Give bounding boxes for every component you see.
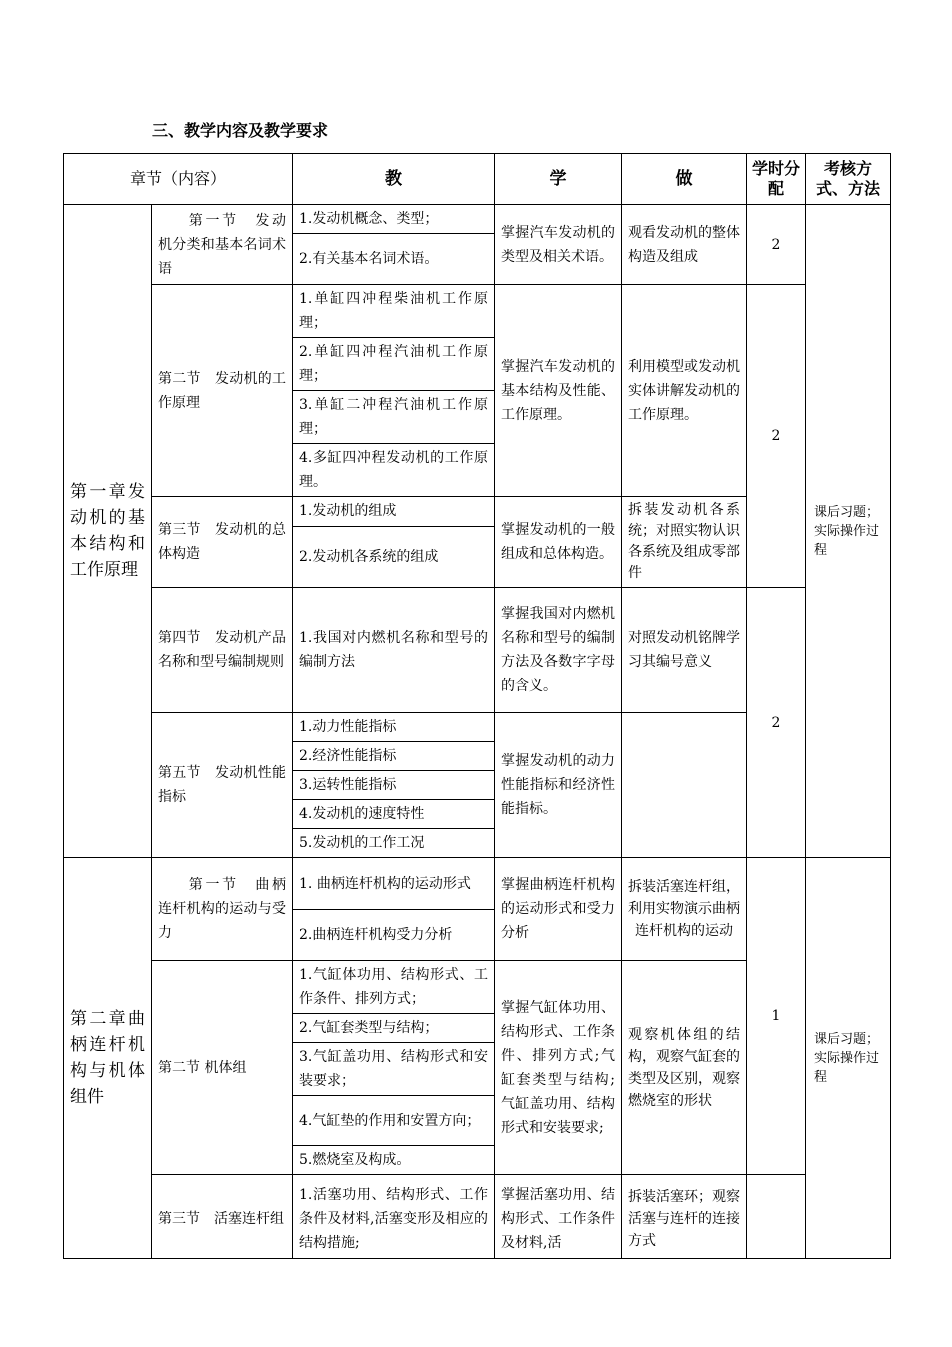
teach-item: 2.有关基本名词术语。 — [293, 234, 494, 284]
section-name: 第四节 发动机产品名称和型号编制规则 — [152, 588, 293, 713]
teach-item: 1. 曲柄连杆机构的运动形式 — [299, 875, 471, 892]
teach-cell — [293, 205, 495, 285]
section-name: 第二节 发动机的工作原理 — [152, 285, 293, 497]
hours-cell — [747, 1175, 806, 1259]
chapter-title: 第一章发动机的基本结构和工作原理 — [64, 205, 152, 858]
section-name: 第一节 曲柄连杆机构的运动与受力 — [152, 858, 293, 961]
do-cell: 观察机体组的结构，观察气缸套的类型及区别，观察燃烧室的形状 — [622, 961, 747, 1175]
teach-item: 2.单缸四冲程汽油机工作原理； — [293, 338, 494, 391]
teach-item: 1.单缸四冲程柴油机工作原理； — [299, 291, 489, 331]
teach-cell: 1.活塞功用、结构形式、工作条件及材料,活塞变形及相应的结构措施; — [293, 1175, 495, 1259]
teach-item: 3.单缸二冲程汽油机工作原理； — [293, 391, 494, 444]
teach-item: 4.发动机的速度特性 — [293, 800, 494, 829]
do-cell: 观看发动机的整体构造及组成 — [622, 205, 747, 285]
header-hours: 学时分配 — [747, 154, 806, 205]
section-name: 第二节 机体组 — [152, 961, 293, 1175]
do-cell: 拆装活塞连杆组，利用实物演示曲柄连杆机构的运动 — [622, 858, 747, 961]
teach-item: 1.动力性能指标 — [299, 719, 397, 735]
teach-item: 1.发动机概念、类型； — [299, 211, 439, 228]
section-name: 第三节 活塞连杆组 — [152, 1175, 293, 1259]
learn-cell: 掌握活塞功用、结构形式、工作条件及材料,活 — [495, 1175, 622, 1259]
do-cell: 利用模型或发动机实体讲解发动机的工作原理。 — [622, 285, 747, 497]
do-cell: 对照发动机铭牌学习其编号意义 — [622, 588, 747, 713]
teach-cell: 1.我国对内燃机名称和型号的编制方法 — [293, 588, 495, 713]
syllabus-table — [63, 153, 891, 1259]
teach-item: 2.气缸套类型与结构； — [293, 1014, 494, 1043]
assess-cell: 课后习题；实际操作过程 — [806, 205, 891, 858]
teach-item: 1.发动机的组成 — [299, 503, 397, 520]
teach-item: 2.经济性能指标 — [293, 742, 494, 771]
teach-item: 4.气缸垫的作用和安置方向； — [293, 1096, 494, 1146]
teach-item: 2.曲柄连杆机构受力分析 — [293, 910, 494, 961]
do-cell — [622, 713, 747, 858]
header-learn: 学 — [495, 154, 622, 205]
hours-cell: 2 — [747, 588, 806, 858]
learn-cell: 掌握汽车发动机的类型及相关术语。 — [495, 205, 622, 285]
teach-cell — [293, 285, 495, 497]
assess-cell: 课后习题；实际操作过程 — [806, 858, 891, 1259]
page-title: 三、教学内容及教学要求 — [152, 121, 329, 140]
learn-cell: 掌握汽车发动机的基本结构及性能、工作原理。 — [495, 285, 622, 497]
learn-cell: 掌握发动机的动力性能指标和经济性能指标。 — [495, 713, 622, 858]
hours-cell: 1 — [747, 858, 806, 1175]
hours-cell: 2 — [747, 285, 806, 588]
learn-cell: 掌握发动机的一般组成和总体构造。 — [495, 497, 622, 588]
teach-item: 5.发动机的工作工况 — [293, 829, 494, 858]
teach-item: 3.气缸盖功用、结构形式和安装要求； — [293, 1043, 494, 1096]
header-assess: 考核方式、方法 — [806, 154, 891, 205]
header-do: 做 — [622, 154, 747, 205]
teach-item: 5.燃烧室及构成。 — [293, 1146, 494, 1175]
teach-item: 2.发动机各系统的组成 — [293, 526, 494, 587]
section-name: 第五节 发动机性能指标 — [152, 713, 293, 858]
header-chapter: 章节（内容） — [64, 154, 293, 205]
teach-cell — [293, 858, 495, 961]
teach-item: 1.气缸体功用、结构形式、工作条件、排列方式； — [299, 967, 489, 1007]
teach-item: 3.运转性能指标 — [293, 771, 494, 800]
do-cell: 拆装活塞环；观察活塞与连杆的连接方式 — [622, 1175, 747, 1259]
teach-cell — [293, 961, 495, 1175]
teach-item: 4.多缸四冲程发动机的工作原理。 — [293, 444, 494, 497]
teach-cell — [293, 497, 495, 588]
do-cell: 拆装发动机各系统；对照实物认识各系统及组成零部件 — [622, 497, 747, 588]
section-name: 第三节 发动机的总体构造 — [152, 497, 293, 588]
chapter-title: 第二章曲柄连杆机构与机体组件 — [64, 858, 152, 1259]
learn-cell: 掌握我国对内燃机名称和型号的编制方法及各数字字母的含义。 — [495, 588, 622, 713]
section-name: 第一节 发动机分类和基本名词术语 — [152, 205, 293, 285]
learn-cell: 掌握气缸体功用、结构形式、工作条件、排列方式;气缸套类型与结构;气缸盖功用、结构形式和安装要求; — [495, 961, 622, 1175]
hours-cell: 2 — [747, 205, 806, 285]
learn-cell: 掌握曲柄连杆机构的运动形式和受力分析 — [495, 858, 622, 961]
header-teach: 教 — [293, 154, 495, 205]
teach-cell — [293, 713, 495, 858]
